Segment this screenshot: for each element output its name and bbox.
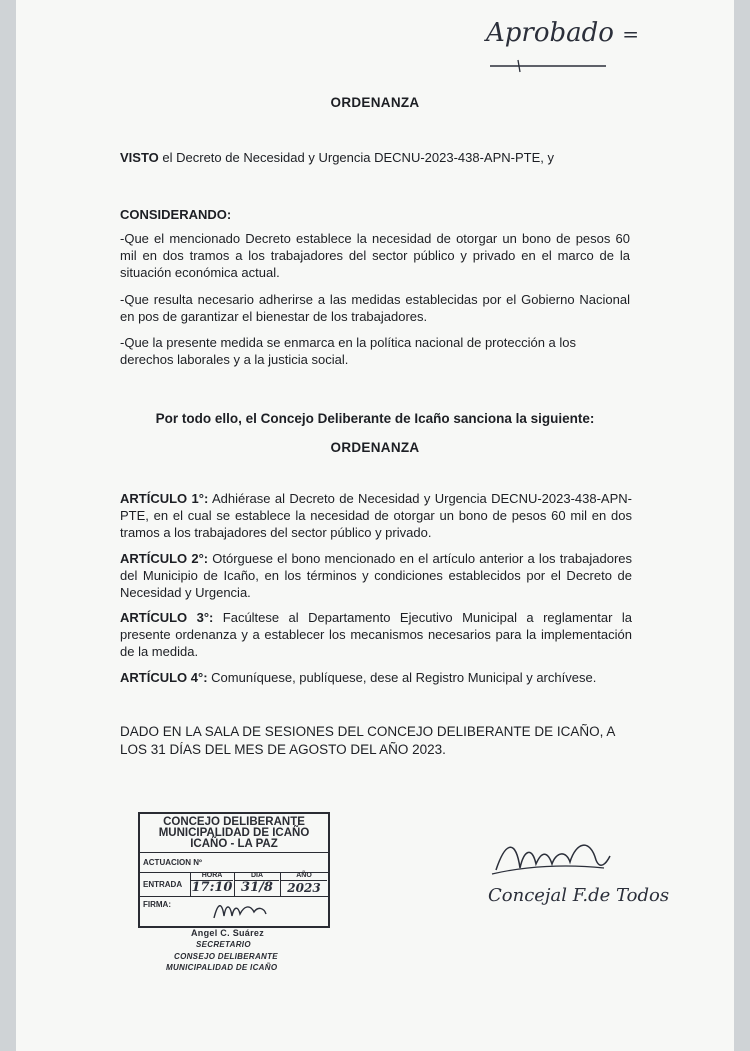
- secretario-org1: CONSEJO DELIBERANTE: [174, 952, 278, 961]
- stamp-actuacion-row: ACTUACION Nº: [140, 854, 328, 873]
- visto-paragraph: VISTO el Decreto de Necesidad y Urgencia DECNU-2023-438-APN-PTE, y: [120, 150, 554, 165]
- annotation-underline: [488, 58, 608, 74]
- articulo-3: ARTÍCULO 3°: Facúltese al Departamento Ejecutivo Municipal a reglamentar la presente ordenanza y a establecer los mecanismos necesarios para la implementación de la medida.: [120, 610, 632, 659]
- stamp-header: CONCEJO DELIBERANTE MUNICIPALIDAD DE ICAÑO ICAÑO - LA PAZ: [140, 814, 328, 853]
- concejal-signature-note: Concejal F.de Todos: [488, 885, 670, 906]
- dado-paragraph: DADO EN LA SALA DE SESIONES DEL CONCEJO DELIBERANTE DE ICAÑO, A LOS 31 DÍAS DEL MES DE AGOSTO DEL AÑO 2023.: [120, 724, 615, 757]
- document-title: ORDENANZA: [330, 95, 420, 110]
- stamp-dia-value: 31/8: [241, 880, 273, 895]
- considerando-item: -Que resulta necesario adherirse a las medidas establecidas por el Gobierno Nacional en pos de garantizar el bienestar de los trabajadores.: [120, 292, 630, 324]
- stamp-firma-row: FIRMA:: [143, 900, 171, 909]
- secretario-org2: MUNICIPALIDAD DE ICAÑO: [166, 963, 278, 972]
- concejal-signature: [486, 830, 616, 890]
- por-todo-text: Por todo ello, el Concejo Deliberante de Icaño sanciona la siguiente:: [155, 411, 595, 426]
- stamp-hora-value: 17:10: [191, 880, 233, 895]
- secretario-name: Angel C. Suárez: [191, 928, 265, 938]
- considerando-heading: CONSIDERANDO:: [120, 207, 232, 222]
- articulo-2: ARTÍCULO 2°: Otórguese el bono mencionado en el artículo anterior a los trabajadores del Municipio de Icaño, en los términos y condiciones establecidos por el Decreto de Necesidad y Urgencia.: [120, 551, 632, 600]
- stamp-signature: [210, 898, 270, 922]
- ordenanza-subtitle: ORDENANZA: [330, 440, 420, 455]
- approved-annotation: Aprobado =: [486, 18, 639, 48]
- reception-stamp: [138, 812, 330, 928]
- articulo-1: ARTÍCULO 1°: Adhiérase al Decreto de Necesidad y Urgencia DECNU-2023-438-APN-PTE, en el cual se establece la necesidad de otorgar un bono de pesos 60 mil en dos tramos a los trabajadores del sector público y privado.: [120, 491, 632, 540]
- articulo-4: ARTÍCULO 4°: Comuníquese, publíquese, dese al Registro Municipal y archívese.: [120, 670, 597, 685]
- stamp-entrada-row: ENTRADA HORA 17:10 DIA 31/8 AÑO 2023: [140, 872, 328, 897]
- secretario-role: SECRETARIO: [196, 940, 251, 949]
- considerando-item: -Que la presente medida se enmarca en la política nacional de protección a los derechos laborales y a la justicia social.: [120, 335, 576, 367]
- stamp-anio-value: 2023: [287, 881, 321, 895]
- considerando-item: -Que el mencionado Decreto establece la necesidad de otorgar un bono de pesos 60 mil en dos tramos a los trabajadores del sector público y privado en el marco de la situación económica actual.: [120, 231, 630, 280]
- document-page: [16, 0, 734, 1051]
